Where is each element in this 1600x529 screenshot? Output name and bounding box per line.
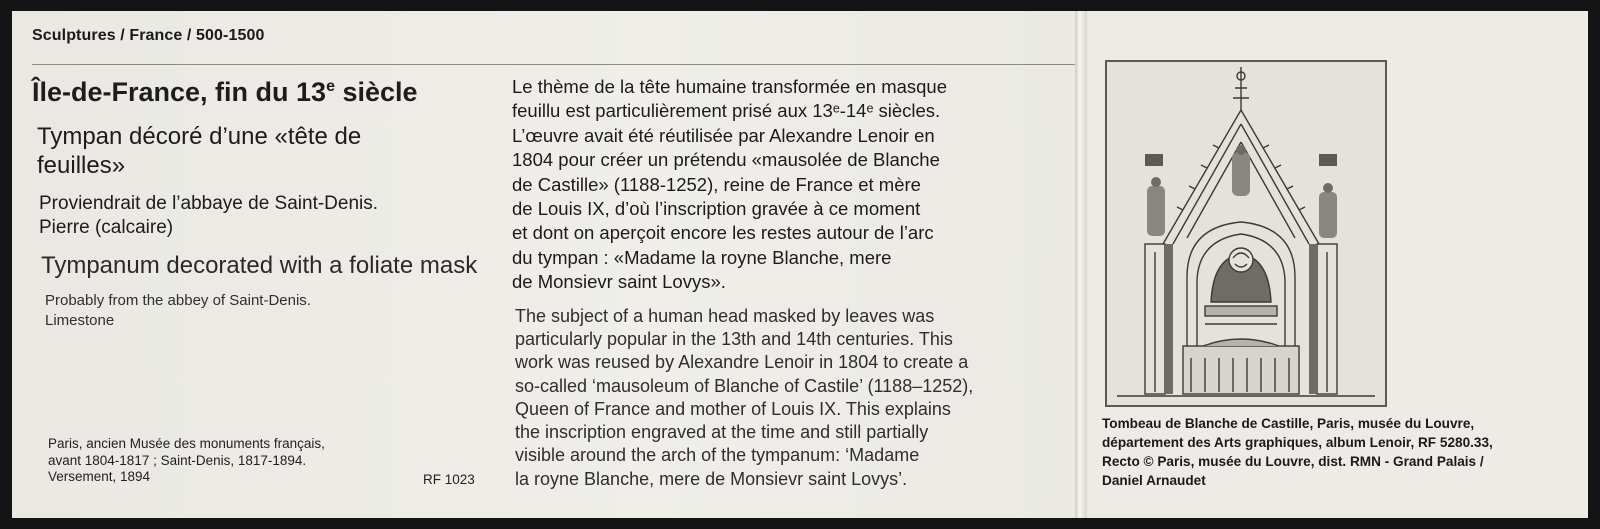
header-rule: [32, 64, 1082, 65]
provenance-text: Paris, ancien Musée des monuments français, avant 1804-1817 ; Saint-Denis, 1817-1894. Versement, 1894: [48, 436, 325, 484]
description-column: [512, 75, 1057, 491]
tomb-engraving-image: [1105, 60, 1387, 407]
object-details-fr: [39, 192, 502, 240]
object-title-en: Tympanum decorated with a foliate mask: [41, 252, 478, 279]
object-details-en: [45, 291, 502, 331]
object-title-fr: Tympan décoré d’une «tête de feuilles»: [37, 123, 362, 179]
material-en: Limestone: [45, 312, 115, 329]
museum-label-panel: [12, 11, 1588, 518]
period-heading: [32, 71, 502, 108]
illustration-card: [1087, 11, 1588, 518]
period-prefix: Île-de-France, fin du 13: [32, 77, 327, 107]
material-fr: Pierre (calcaire): [39, 217, 174, 238]
object-identification: [32, 71, 502, 331]
inventory-number: RF 1023: [423, 472, 475, 487]
label-card: [12, 11, 1075, 518]
description-en: The subject of a human head masked by leaves was particularly popular in the 13th and 14th centuries. This work was reused by Alexandre Lenoir in 1804 to create a so-called ‘mausoleum of Blanche of Castile’ (1188–1252), Queen of France and mother of Louis IX. This explains the inscription engraved at the time and still partially visible around the arch of the tympanum: ‘Madame la royne Blanche, mere de Monsievr saint Lovys’.: [515, 305, 974, 489]
description-fr: Le thème de la tête humaine transformée en masque feuillu est particulièrement prisé aux 13ᵉ-14ᵉ siècles. L’œuvre avait été réutilisée par Alexandre Lenoir en 1804 pour créer un prétendu «mausolée de Blanche de Castille» (1188-1252), reine de France et mère de Louis IX, d’où l’inscription gravée à ce moment et dont on aperçoit encore les restes autour de l’arc du tympan : «Madame la royne Blanche, mere de Monsievr saint Lovys».: [512, 76, 948, 293]
period-suffix: siècle: [334, 77, 418, 107]
period-superscript: e: [326, 78, 335, 95]
origin-fr: Proviendrait de l’abbaye de Saint-Denis.: [39, 193, 379, 214]
image-caption: Tombeau de Blanche de Castille, Paris, musée du Louvre, département des Arts graphiques, album Lenoir, RF 5280.33, Recto © Paris, musée du Louvre, dist. RMN - Grand Palais / Daniel Arnaudet: [1102, 416, 1493, 488]
panel-fold-divider: [1075, 11, 1087, 518]
tomb-engraving-drawing: [1107, 62, 1385, 405]
origin-en: Probably from the abbey of Saint-Denis.: [45, 292, 311, 309]
breadcrumb: Sculptures / France / 500-1500: [32, 27, 265, 44]
